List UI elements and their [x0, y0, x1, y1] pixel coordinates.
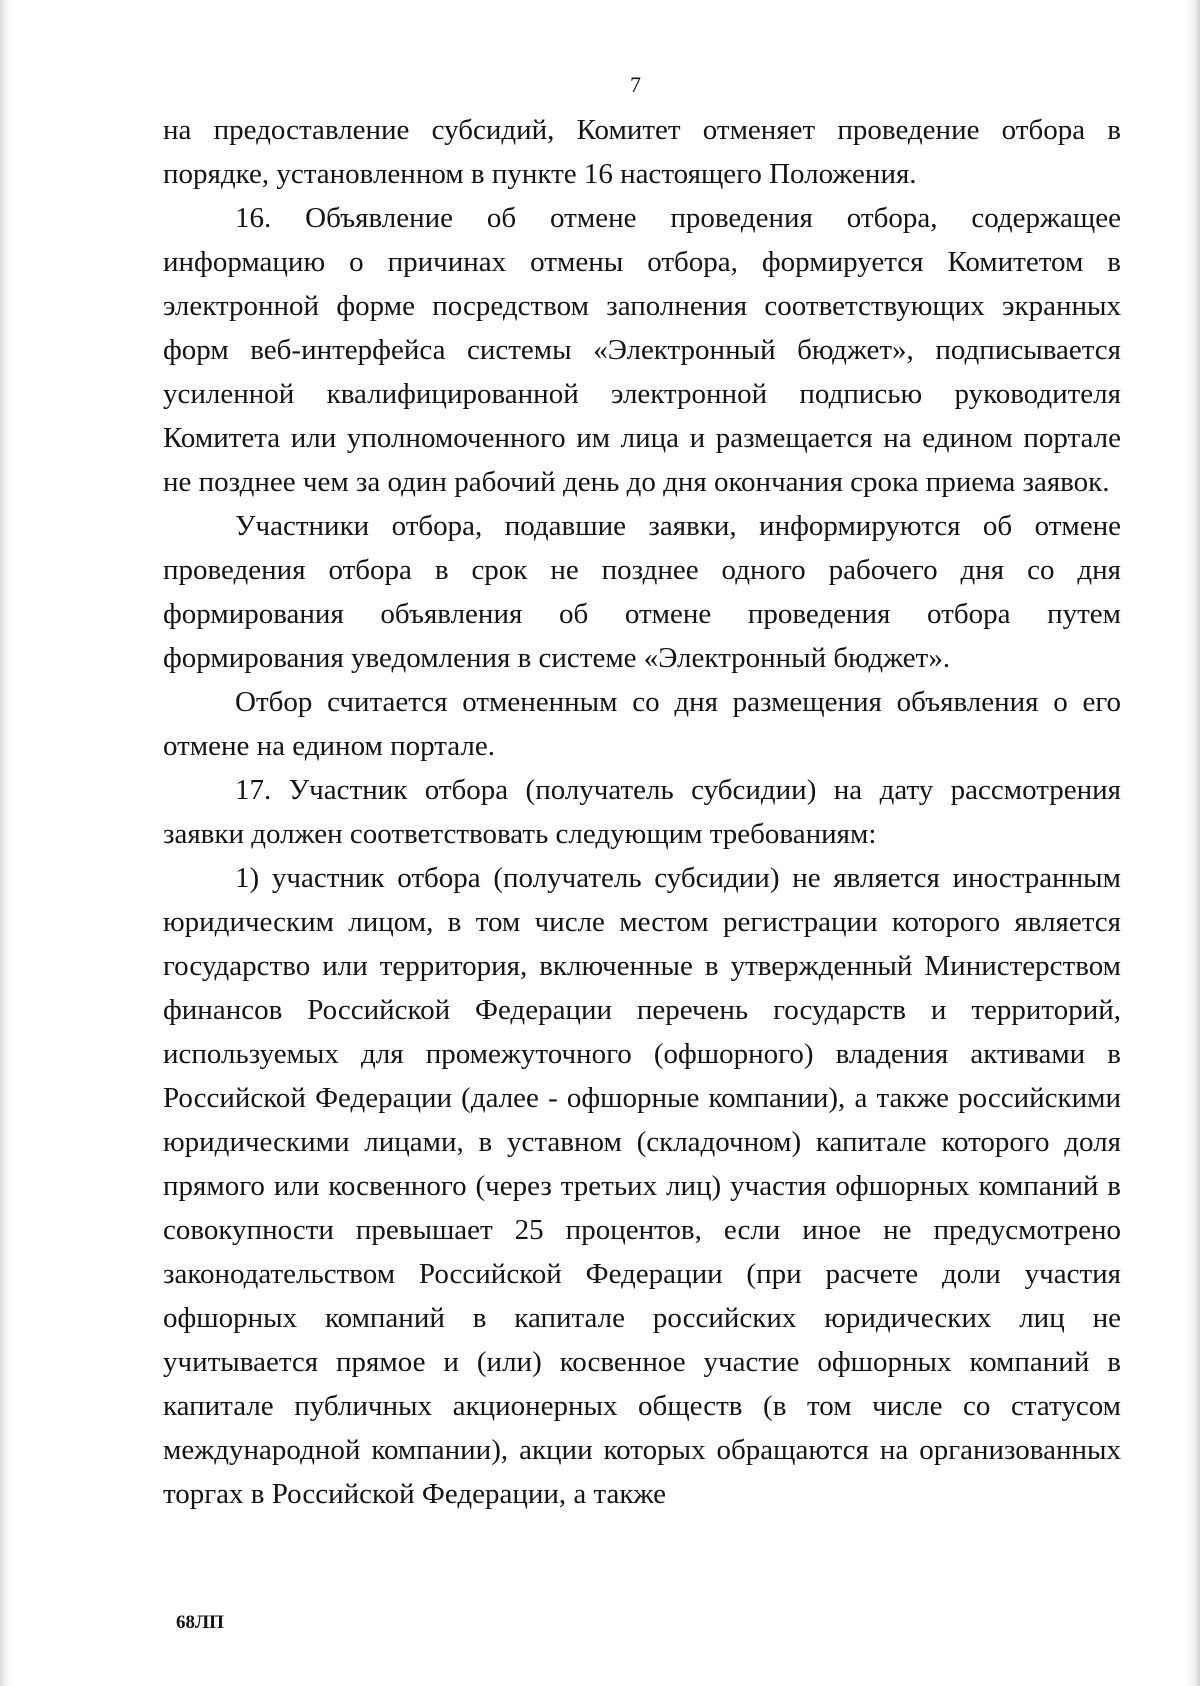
paragraph-cancellation-date: Отбор считается отмененным со дня размещения объявления о его отмене на едином портале. — [163, 686, 1121, 762]
footer-document-code: 68ЛП — [176, 1612, 224, 1633]
paragraph-requirement-1: 1) участник отбора (получатель субсидии) не является иностранным юридическим лицом, в том числе местом регистрации которого является государство или территория, включенные в утвержденный Министерством финансов Российской Федерации перечень государств и территорий, используемых для промежуточного (офшорного) владения активами в Российской Федерации (далее - офшорные компании), а также российскими юридическими лицами, в уставном (складочном) капитале которого доля прямого или косвенного (через третьих лиц) участия офшорных компаний в совокупности превышает 25 процентов, если иное не предусмотрено законодательством Российской Федерации (при расчете доли участия офшорных компаний в капитале российских юридических лиц не учитывается прямое и (или) косвенное участие офшорных компаний в капитале публичных акционерных обществ (в том числе со статусом международной компании), акции которых обращаются на организованных торгах в Российской Федерации, а также — [163, 862, 1121, 1510]
paragraph-participants-notice: Участники отбора, подавшие заявки, информируются об отмене проведения отбора в срок не позднее одного рабочего дня со дня формирования объявления об отмене проведения отбора путем формирования уведомления в системе «Электронный бюджет». — [163, 510, 1121, 674]
scan-edge-left — [0, 0, 14, 1686]
paragraph-clause-17: 17. Участник отбора (получатель субсидии) на дату рассмотрения заявки должен соответствовать следующим требованиям: — [163, 774, 1121, 850]
page-number: 7 — [630, 72, 641, 97]
paragraph-clause-16: 16. Объявление об отмене проведения отбора, содержащее информацию о причинах отмены отбора, формируется Комитетом в электронной форме посредством заполнения соответствующих экранных форм веб-интерфейса системы «Электронный бюджет», подписывается усиленной квалифицированной электронной подписью руководителя Комитета или уполномоченного им лица и размещается на едином портале не позднее чем за один рабочий день до дня окончания срока приема заявок. — [163, 202, 1121, 498]
paragraph-continuation: на предоставление субсидий, Комитет отменяет проведение отбора в порядке, установленном в пункте 16 настоящего Положения. — [163, 114, 1121, 190]
scan-edge-right — [1186, 0, 1200, 1686]
document-body — [163, 108, 1121, 1516]
